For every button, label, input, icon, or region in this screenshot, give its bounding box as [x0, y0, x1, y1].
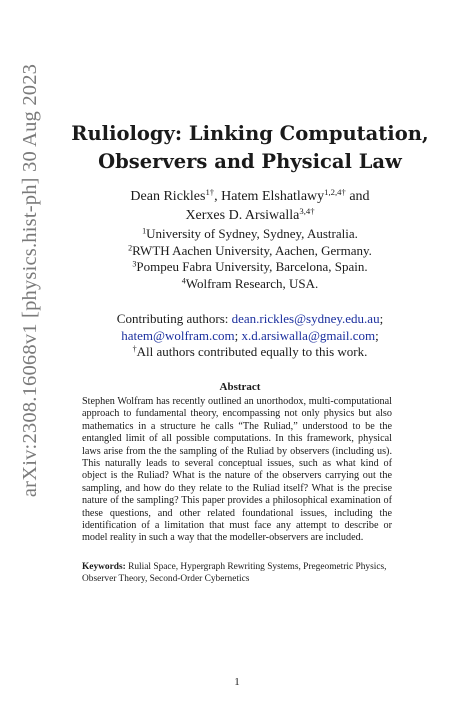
affiliation-item	[60, 259, 440, 276]
separator: ;	[379, 311, 384, 326]
contact-line-2	[60, 328, 440, 345]
separator: ;	[234, 327, 239, 343]
affiliation-number: 2	[128, 243, 133, 253]
author-affil-marker: 1†	[205, 187, 215, 198]
author-affil-marker: 1,2,4†	[324, 187, 346, 198]
author-affil-marker: 3,4†	[299, 206, 315, 217]
affiliation-item	[60, 243, 440, 260]
affiliation-number: 1	[142, 226, 147, 236]
abstract-heading: Abstract	[219, 381, 261, 393]
author-name: Hatem Elshatlawy	[221, 189, 325, 204]
affiliation-text: Wolfram Research, USA.	[185, 275, 319, 291]
contact-block	[60, 311, 440, 361]
author-name: Xerxes D. Arsiwalla	[185, 208, 300, 223]
author-line-1	[60, 187, 440, 206]
author-conjunction: and	[345, 189, 370, 204]
paper-title	[60, 120, 440, 176]
author-name: Dean Rickles	[130, 189, 206, 204]
affiliation-text: Pompeu Fabra University, Barcelona, Spain.	[136, 259, 368, 274]
affiliation-text: RWTH Aachen University, Aachen, Germany.	[132, 242, 372, 258]
contact-label: Contributing authors:	[116, 311, 232, 326]
keywords-label: Keywords:	[82, 562, 126, 572]
affiliation-item	[60, 226, 440, 243]
contact-line-1	[60, 311, 440, 328]
affiliation-number: 4	[181, 276, 186, 286]
affiliation-text: University of Sydney, Sydney, Australia.	[146, 226, 358, 241]
arxiv-stamp	[6, 30, 56, 530]
title-line-2: Observers and Physical Law	[98, 150, 402, 173]
email-link-elshatlawy[interactable]: hatem@wolfram.com	[121, 327, 235, 343]
abstract-body: Stephen Wolfram has recently outlined an unorthodox, multi-computational approach to fundamental theory, encompassing not only physics but also mathematics in a structure he calls “The Ruliad,” understood to be the entangled limit of all possible computations. In this framework, physical laws arise from the the sampling of the Ruliad by observers (including us). This naturally leads to several conceptual issues, such as what kind of object is the Ruliad? What is the nature of the observers carrying out the sampling, and how do they relate to the Ruliad itself? What is the precise nature of the sampling? This paper provides a philosophical examination of these questions, and other related foundational issues, including the identification of a limitation that must face any attempt to describe or model reality in such a way that the modeller-observers are included.	[82, 396, 392, 544]
arxiv-stamp-text: arXiv:2308.16068v1 [physics.hist-ph] 30 Aug 2023	[19, 63, 42, 497]
affiliation-number: 3	[132, 259, 137, 269]
page-number: 1	[234, 676, 240, 688]
title-line-1: Ruliology: Linking Computation,	[71, 122, 429, 145]
author-separator: ,	[214, 189, 222, 204]
author-list	[60, 187, 440, 225]
email-link-arsiwalla[interactable]: x.d.arsiwalla@gmail.com	[241, 327, 376, 343]
email-link-rickles[interactable]: dean.rickles@sydney.edu.au	[231, 311, 380, 326]
equal-contribution-note	[60, 344, 440, 361]
affiliation-item	[60, 276, 440, 293]
dagger-marker: †	[132, 344, 137, 354]
affiliation-list	[60, 226, 440, 292]
keywords-text: Rulial Space, Hypergraph Rewriting Systems, Pregeometric Physics, Observer Theory, Second-Order Cybernetics	[82, 562, 387, 584]
equal-contribution-text: All authors contributed equally to this work.	[136, 344, 368, 359]
keywords-block	[82, 562, 392, 585]
separator: ;	[375, 327, 379, 343]
author-line-2	[60, 206, 440, 225]
